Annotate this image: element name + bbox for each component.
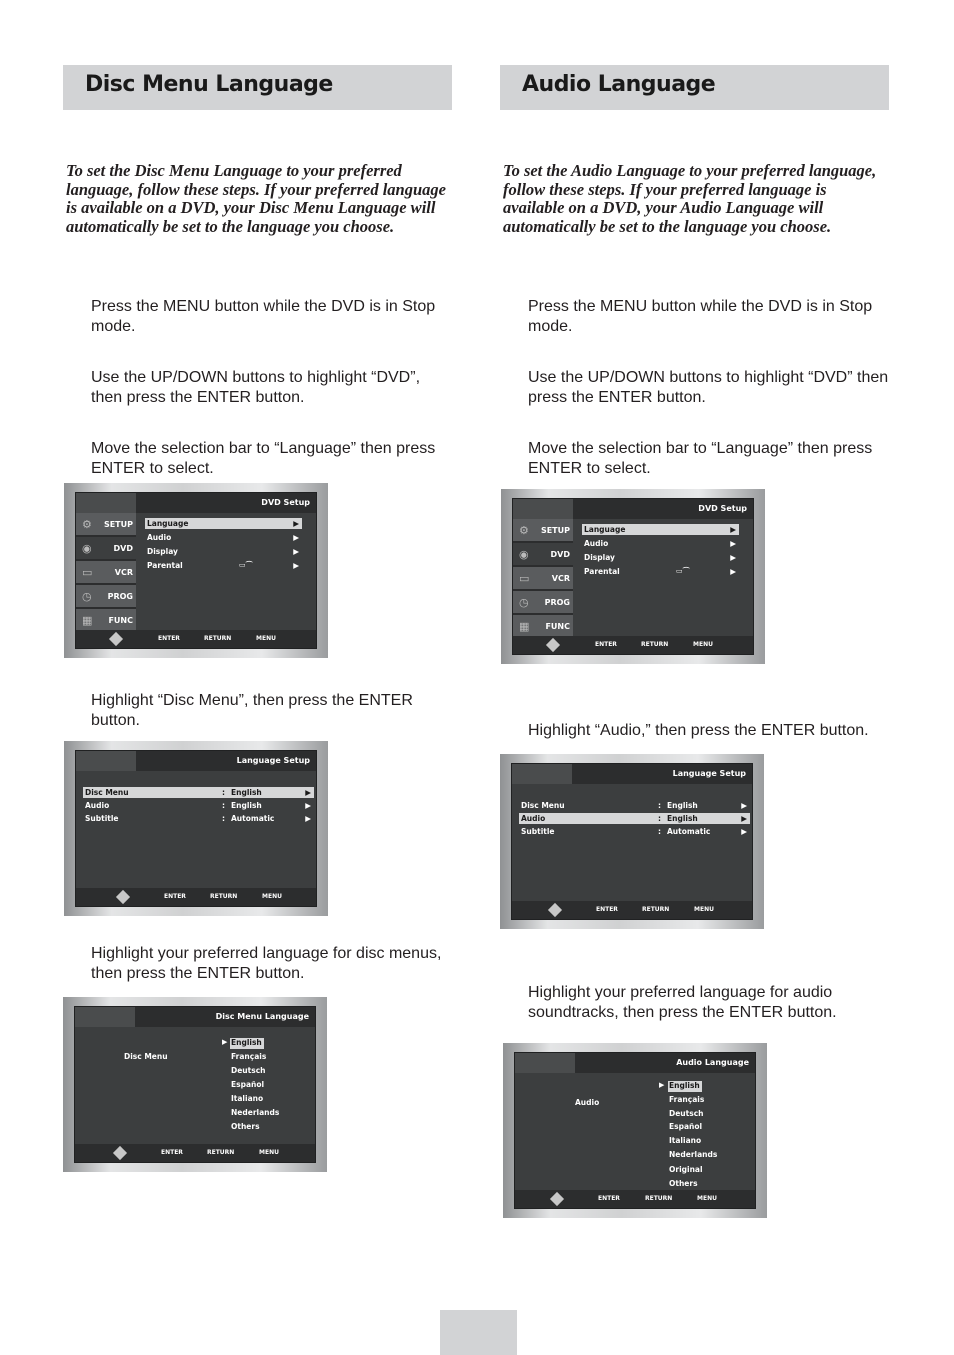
screen-title: Language Setup — [236, 756, 310, 765]
right-step-2: Use the UP/DOWN buttons to highlight “DVD” then press the ENTER button. — [528, 369, 889, 406]
func-icon: ▦ — [82, 614, 93, 627]
screen-footer — [513, 636, 753, 654]
selection-arrow: ▶ — [222, 1038, 228, 1046]
footer-enter: ENTER — [158, 635, 180, 642]
menu-item-parental: Parental ▭⌒ ▶ — [147, 561, 299, 570]
option-nederlands: Nederlands — [231, 1108, 280, 1117]
option-nederlands: Nederlands — [669, 1150, 718, 1159]
menu-item-audio: Audio ▶ — [584, 539, 736, 548]
footer-return: RETURN — [645, 1195, 673, 1202]
page-number-box — [440, 1310, 517, 1355]
side-func: ▦ FUNC — [513, 615, 573, 638]
footer-return: RETURN — [642, 906, 670, 913]
menu-item-display: Display ▶ — [147, 547, 299, 556]
nav-icon — [548, 903, 562, 917]
row-disc-menu: Disc Menu : English ▶ — [521, 801, 747, 810]
side-prog: ◷ PROG — [513, 591, 573, 614]
right-step-4: Highlight “Audio,” then press the ENTER button. — [528, 722, 869, 739]
audio-intro: To set the Audio Language to your preferred language, follow these steps. If your preferred language is available on a DVD, your Audio Language will automatically be set to the language you choose. — [503, 161, 877, 236]
disc-icon: ◉ — [519, 548, 529, 561]
row-subtitle: Subtitle : Automatic ▶ — [521, 827, 747, 836]
screen-footer — [75, 1144, 315, 1162]
menu-item-parental: Parental ▭⌒ ▶ — [584, 567, 736, 576]
footer-menu: MENU — [256, 635, 276, 642]
screen-title: Disc Menu Language — [215, 1012, 309, 1021]
nav-icon — [546, 638, 560, 652]
row-disc-menu: Disc Menu : English ▶ — [83, 787, 314, 798]
menu-item-display: Display ▶ — [584, 553, 736, 562]
menu-item-audio: Audio ▶ — [147, 533, 299, 542]
disc-icon: ◉ — [82, 542, 92, 555]
left-step-5: Highlight your preferred language for disc menus, then press the ENTER button. — [91, 945, 442, 982]
option-francais: Français — [231, 1052, 267, 1061]
footer-menu: MENU — [697, 1195, 717, 1202]
screen-title-bar — [513, 499, 753, 519]
audio-language-screen — [503, 1043, 767, 1218]
screen-footer — [76, 630, 316, 648]
row-audio: Audio : English ▶ — [85, 801, 311, 810]
option-francais: Français — [669, 1095, 705, 1104]
disc-menu-language-screen — [63, 997, 327, 1172]
footer-return: RETURN — [204, 635, 232, 642]
right-step-3: Move the selection bar to “Language” then press ENTER to select. — [528, 440, 873, 477]
footer-enter: ENTER — [164, 893, 186, 900]
nav-icon — [116, 890, 130, 904]
vcr-icon: ▭ — [519, 572, 530, 585]
dvd-setup-screen-left — [64, 483, 328, 658]
screen-title-bar — [512, 764, 752, 784]
row-audio: Audio : English ▶ — [519, 813, 750, 824]
side-setup: ⚙ SETUP — [76, 513, 136, 536]
dvd-setup-screen-right — [501, 489, 765, 664]
right-step-1: Press the MENU button while the DVD is in Stop mode. — [528, 298, 873, 335]
nav-icon — [113, 1146, 127, 1160]
footer-enter: ENTER — [161, 1149, 183, 1156]
audio-language-heading: Audio Language — [500, 65, 889, 110]
side-setup: ⚙ SETUP — [513, 519, 573, 542]
setup-sidebar — [76, 513, 136, 630]
lock-icon: ▭⌒ — [239, 561, 253, 569]
side-vcr: ▭ VCR — [513, 567, 573, 590]
nav-icon — [109, 632, 123, 646]
footer-menu: MENU — [262, 893, 282, 900]
screen-title-bar — [515, 1053, 755, 1073]
option-others: Others — [231, 1122, 260, 1131]
footer-menu: MENU — [259, 1149, 279, 1156]
disc-menu-intro: To set the Disc Menu Language to your preferred language, follow these steps. If your preferred language is available on a DVD, your Disc Menu Language will automatically be set to the language you choose. — [66, 161, 446, 236]
footer-return: RETURN — [210, 893, 238, 900]
gear-icon: ⚙ — [519, 524, 529, 537]
option-deutsch: Deutsch — [231, 1066, 266, 1075]
language-setup-screen-right — [500, 754, 764, 929]
screen-title: Language Setup — [672, 769, 746, 778]
screen-title: DVD Setup — [261, 498, 310, 507]
disc-menu-label: Disc Menu — [124, 1052, 168, 1061]
clock-icon: ◷ — [519, 596, 529, 609]
side-func: ▦ FUNC — [76, 609, 136, 632]
side-dvd: ◉ DVD — [76, 537, 136, 560]
vcr-icon: ▭ — [82, 566, 93, 579]
footer-return: RETURN — [641, 641, 669, 648]
option-deutsch: Deutsch — [669, 1109, 704, 1118]
option-others: Others — [669, 1179, 698, 1188]
audio-label: Audio — [575, 1098, 600, 1107]
screen-footer — [512, 901, 752, 919]
footer-enter: ENTER — [598, 1195, 620, 1202]
option-espanol: Español — [669, 1122, 703, 1131]
footer-enter: ENTER — [596, 906, 618, 913]
footer-menu: MENU — [693, 641, 713, 648]
screen-footer — [515, 1190, 755, 1208]
footer-enter: ENTER — [595, 641, 617, 648]
screen-title: Audio Language — [676, 1058, 749, 1067]
nav-icon — [550, 1192, 564, 1206]
left-step-1: Press the MENU button while the DVD is in Stop mode. — [91, 298, 436, 335]
screen-footer — [76, 888, 316, 906]
option-italiano: Italiano — [669, 1136, 702, 1145]
setup-sidebar — [513, 519, 573, 636]
menu-item-language: Language ▶ — [582, 524, 739, 535]
screen-title-bar — [75, 1007, 315, 1027]
func-icon: ▦ — [519, 620, 530, 633]
selection-arrow: ▶ — [659, 1081, 665, 1089]
option-english: English — [668, 1081, 702, 1092]
gear-icon: ⚙ — [82, 518, 92, 531]
option-original: Original — [669, 1165, 703, 1174]
option-english: English — [230, 1038, 264, 1049]
left-step-2: Use the UP/DOWN buttons to highlight “DVD”, then press the ENTER button. — [91, 369, 421, 406]
side-prog: ◷ PROG — [76, 585, 136, 608]
option-espanol: Español — [231, 1080, 265, 1089]
screen-title-bar — [76, 493, 316, 513]
screen-title: DVD Setup — [698, 504, 747, 513]
option-italiano: Italiano — [231, 1094, 264, 1103]
screen-title-bar — [76, 751, 316, 771]
lock-icon: ▭⌒ — [676, 567, 690, 575]
clock-icon: ◷ — [82, 590, 92, 603]
right-step-5: Highlight your preferred language for audio soundtracks, then press the ENTER button. — [528, 984, 837, 1021]
disc-menu-language-heading: Disc Menu Language — [63, 65, 452, 110]
side-dvd: ◉ DVD — [513, 543, 573, 566]
footer-return: RETURN — [207, 1149, 235, 1156]
row-subtitle: Subtitle : Automatic ▶ — [85, 814, 311, 823]
left-step-4: Highlight “Disc Menu”, then press the ENTER button. — [91, 692, 413, 729]
side-vcr: ▭ VCR — [76, 561, 136, 584]
left-step-3: Move the selection bar to “Language” then press ENTER to select. — [91, 440, 436, 477]
menu-item-language: Language ▶ — [145, 518, 302, 529]
language-setup-screen-left — [64, 741, 328, 916]
footer-menu: MENU — [694, 906, 714, 913]
